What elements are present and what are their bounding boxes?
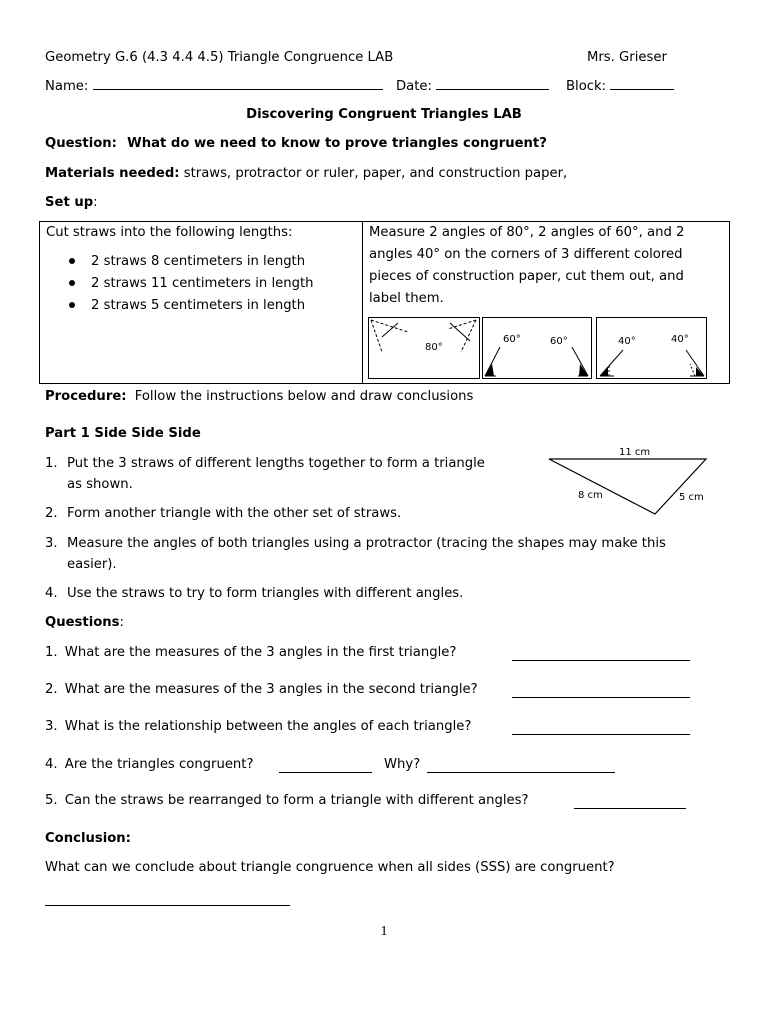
bullet-icon bbox=[69, 280, 75, 286]
page-title: Discovering Congruent Triangles LAB bbox=[246, 107, 522, 122]
answer-blank[interactable] bbox=[279, 760, 372, 773]
setup-right-line: angles 40° on the corners of 3 different colored bbox=[369, 247, 683, 262]
triangle-shape bbox=[549, 459, 706, 514]
question-label: Question: bbox=[45, 136, 117, 151]
part1-title: Part 1 Side Side Side bbox=[45, 426, 201, 441]
step-text: as shown. bbox=[67, 477, 133, 492]
step-number: 3. bbox=[45, 536, 58, 551]
setup-table-divider bbox=[362, 221, 363, 384]
conclusion-label: Conclusion: bbox=[45, 831, 131, 846]
date-line bbox=[396, 77, 549, 94]
answer-blank[interactable] bbox=[512, 685, 690, 698]
block-line bbox=[566, 77, 674, 94]
step-number: 4. bbox=[45, 586, 58, 601]
procedure-label: Procedure: bbox=[45, 389, 127, 404]
bullet-icon bbox=[69, 302, 75, 308]
angle-diagrams bbox=[368, 317, 708, 379]
bullet-icon bbox=[69, 258, 75, 264]
setup-right-line: pieces of construction paper, cut them out, and bbox=[369, 269, 684, 284]
straw-item: 2 straws 5 centimeters in length bbox=[69, 298, 305, 313]
materials-line bbox=[45, 166, 567, 181]
name-field[interactable] bbox=[93, 77, 383, 90]
why-label: Why? bbox=[384, 757, 421, 772]
name-line bbox=[45, 77, 383, 94]
answer-blank[interactable] bbox=[574, 796, 686, 809]
question-item: 3. What is the relationship between the angles of each triangle? bbox=[45, 719, 472, 734]
answer-blank[interactable] bbox=[512, 648, 690, 661]
course-title: Geometry G.6 (4.3 4.4 4.5) Triangle Congruence LAB bbox=[45, 50, 394, 65]
straw-item: 2 straws 11 centimeters in length bbox=[69, 276, 313, 291]
setup-label: Set up bbox=[45, 195, 94, 210]
materials-text: straws, protractor or ruler, paper, and construction paper, bbox=[183, 166, 568, 181]
step-text: easier). bbox=[67, 557, 117, 572]
step-text: Measure the angles of both triangles using a protractor (tracing the shapes may make this bbox=[67, 536, 666, 551]
question-item: 5. Can the straws be rearranged to form a triangle with different angles? bbox=[45, 793, 529, 808]
svg-text:40°: 40° bbox=[618, 336, 636, 347]
conclusion-answer-blank[interactable] bbox=[45, 893, 290, 906]
materials-label: Materials needed: bbox=[45, 166, 180, 181]
block-field[interactable] bbox=[610, 77, 674, 90]
answer-blank[interactable] bbox=[512, 722, 690, 735]
setup-left-intro: Cut straws into the following lengths: bbox=[46, 225, 293, 240]
straw-item: 2 straws 8 centimeters in length bbox=[69, 254, 305, 269]
side-label-left: 8 cm bbox=[578, 490, 603, 501]
svg-text:40°: 40° bbox=[671, 334, 689, 345]
step-text: Put the 3 straws of different lengths together to form a triangle bbox=[67, 456, 485, 471]
questions-heading: Questions: bbox=[45, 615, 124, 630]
date-label: Date: bbox=[396, 79, 432, 94]
question-item: 2. What are the measures of the 3 angles in the second triangle? bbox=[45, 682, 478, 697]
procedure-line bbox=[45, 389, 473, 404]
step-number: 2. bbox=[45, 506, 58, 521]
step-text: Use the straws to try to form triangles with different angles. bbox=[67, 586, 464, 601]
angle-40-corners bbox=[600, 350, 704, 376]
date-field[interactable] bbox=[436, 77, 549, 90]
sss-triangle-diagram bbox=[540, 440, 720, 520]
angle-80-corners bbox=[371, 320, 476, 352]
step-number: 1. bbox=[45, 456, 58, 471]
setup-heading: Set up: bbox=[45, 195, 98, 210]
question-item: 4. Are the triangles congruent? bbox=[45, 757, 254, 772]
step-text: Form another triangle with the other set of straws. bbox=[67, 506, 402, 521]
question-line bbox=[45, 136, 547, 151]
conclusion-text: What can we conclude about triangle congruence when all sides (SSS) are congruent? bbox=[45, 860, 615, 875]
teacher-name: Mrs. Grieser bbox=[587, 50, 667, 65]
angle-60-corners bbox=[485, 347, 588, 376]
setup-right-line: label them. bbox=[369, 291, 444, 306]
question-item: 1. What are the measures of the 3 angles in the first triangle? bbox=[45, 645, 457, 660]
questions-label: Questions bbox=[45, 615, 120, 630]
setup-right-line: Measure 2 angles of 80°, 2 angles of 60°, and 2 bbox=[369, 225, 685, 240]
side-label-right: 5 cm bbox=[679, 492, 704, 503]
svg-text:60°: 60° bbox=[503, 334, 521, 345]
name-label: Name: bbox=[45, 79, 89, 94]
block-label: Block: bbox=[566, 79, 607, 94]
side-label-top: 11 cm bbox=[619, 447, 651, 458]
procedure-text: Follow the instructions below and draw conclusions bbox=[134, 389, 474, 404]
question-text: What do we need to know to prove triangles congruent? bbox=[127, 136, 547, 151]
angle-label: 80° bbox=[425, 342, 443, 353]
svg-text:60°: 60° bbox=[550, 336, 568, 347]
answer-blank[interactable] bbox=[427, 760, 615, 773]
page-number: 1 bbox=[380, 924, 388, 939]
